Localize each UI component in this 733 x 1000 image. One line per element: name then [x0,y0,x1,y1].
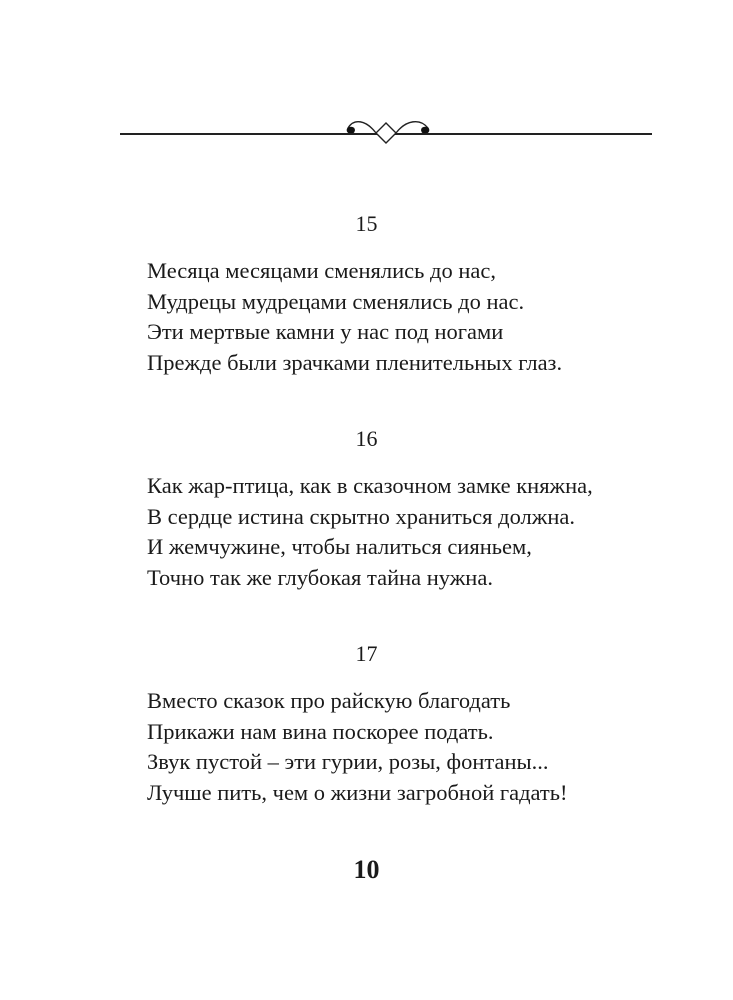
poem-line: Точно так же глубокая тайна нужна. [147,564,493,590]
poem-number: 16 [355,426,378,451]
poem-number: 15 [355,211,378,236]
poem-line: Звук пустой – эти гурии, розы, фонтаны... [147,749,549,774]
poem-line: Лучше пить, чем о жизни загробной гадать! [147,779,568,805]
poem-line: И жемчужине, чтобы налиться сияньем, [147,534,532,559]
poem-line: Прикажи нам вина поскорее подать. [147,718,494,744]
ornament-icon [340,110,436,144]
page-number: 10 [353,855,380,884]
poem-line: Месяца месяцами сменялись до нас, [147,258,497,283]
poem-line: В сердце истина скрытно храниться должна. [147,503,575,529]
poem-line: Прежде были зрачками пленительных глаз. [147,349,563,375]
poem-stanza [147,686,568,808]
poem-line: Как жар-птица, как в сказочном замке княжна, [147,473,593,498]
poem-stanza [147,256,562,378]
poem-line: Эти мертвые камни у нас под ногами [147,319,504,344]
poem-number: 17 [355,641,378,666]
poem-line: Мудрецы мудрецами сменялись до нас. [147,288,525,314]
poem-stanza [147,471,593,593]
poem-line: Вместо сказок про райскую благодать [147,688,511,713]
